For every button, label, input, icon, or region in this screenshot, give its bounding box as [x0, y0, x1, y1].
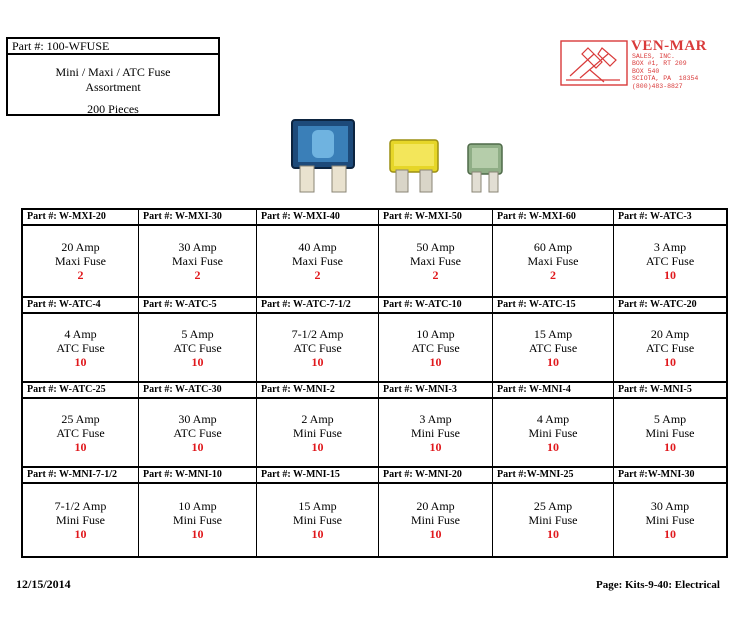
item-amperage: 20 Amp: [650, 326, 690, 341]
item-fuse-type: Mini Fuse: [645, 513, 695, 527]
fuse-item-cell: [614, 298, 726, 383]
item-fuse-type: Mini Fuse: [292, 513, 342, 527]
item-fuse-type: ATC Fuse: [411, 340, 460, 355]
item-fuse-type: ATC Fuse: [293, 340, 342, 355]
item-quantity: 10: [664, 354, 676, 369]
fuse-parts-grid: [21, 208, 728, 558]
item-part-number: Part #: W-MNI-10: [139, 468, 256, 484]
fuse-item-cell: [139, 210, 257, 298]
item-part-number: Part #: W-MNI-15: [257, 468, 378, 484]
assortment-title-line2: Assortment: [85, 80, 141, 94]
fuse-item-cell: [23, 468, 139, 556]
item-part-number: Part #: W-ATC-5: [139, 298, 256, 314]
item-fuse-type: Mini Fuse: [528, 513, 578, 527]
item-quantity: 2: [432, 268, 439, 282]
mini-fuse-image: [466, 142, 504, 194]
hammer-logo-icon: [560, 40, 628, 86]
item-part-number: Part #: W-MNI-4: [493, 383, 613, 399]
item-amperage: 7-1/2 Amp: [54, 499, 107, 513]
item-quantity: 2: [194, 268, 201, 282]
item-amperage: 40 Amp: [298, 240, 337, 254]
item-part-number: Part #:W-MNI-25: [493, 468, 613, 484]
item-part-number: Part #: W-MNI-5: [614, 383, 726, 399]
piece-count: 200 Pieces: [87, 102, 139, 116]
document-date: 12/15/2014: [16, 577, 71, 591]
item-part-number: Part #:W-MNI-30: [614, 468, 726, 484]
fuse-item-cell: [23, 210, 139, 298]
item-amperage: 30 Amp: [650, 499, 690, 513]
item-quantity: 2: [77, 268, 84, 282]
item-details: [23, 226, 138, 296]
item-part-number: Part #: W-MNI-2: [257, 383, 378, 399]
item-fuse-type: ATC Fuse: [56, 340, 105, 355]
item-part-number: Part #: W-ATC-7-1/2: [257, 298, 378, 314]
item-details: [379, 399, 492, 466]
item-amperage: 3 Amp: [419, 411, 452, 426]
item-details: [139, 399, 256, 466]
fuse-item-cell: [493, 383, 614, 468]
fuse-item-cell: [23, 298, 139, 383]
fuse-item-cell: [23, 383, 139, 468]
item-fuse-type: Mini Fuse: [172, 513, 222, 527]
item-part-number: Part #: W-ATC-20: [614, 298, 726, 314]
item-part-number: Part #: W-MNI-7-1/2: [23, 468, 138, 484]
item-amperage: 20 Amp: [416, 499, 455, 513]
item-fuse-type: ATC Fuse: [528, 340, 578, 355]
item-fuse-type: Mini Fuse: [528, 425, 578, 440]
fuse-item-cell: [257, 383, 379, 468]
item-part-number: Part #: W-ATC-30: [139, 383, 256, 399]
item-amperage: 25 Amp: [61, 411, 100, 426]
item-part-number: Part #: W-MNI-3: [379, 383, 492, 399]
item-quantity: 10: [664, 527, 676, 541]
item-amperage: 7-1/2 Amp: [291, 326, 344, 341]
item-quantity: 10: [664, 439, 676, 454]
item-details: [493, 399, 613, 466]
item-details: [493, 226, 613, 296]
fuse-item-cell: [614, 210, 726, 298]
assortment-title-line1: Mini / Maxi / ATC Fuse: [55, 65, 171, 79]
item-fuse-type: ATC Fuse: [645, 340, 695, 355]
item-fuse-type: Mini Fuse: [55, 513, 105, 527]
item-details: [139, 484, 256, 556]
item-quantity: 10: [191, 439, 204, 454]
fuse-item-cell: [379, 210, 493, 298]
item-quantity: 10: [74, 439, 87, 454]
fuse-item-cell: [493, 210, 614, 298]
item-quantity: 10: [547, 354, 559, 369]
item-part-number: Part #: W-ATC-15: [493, 298, 613, 314]
ven-mar-logo: [560, 38, 710, 88]
item-quantity: 10: [664, 268, 676, 282]
item-details: [23, 314, 138, 381]
item-details: [23, 484, 138, 556]
part-number: 100-WFUSE: [46, 39, 110, 53]
fuse-item-cell: [139, 298, 257, 383]
item-details: [257, 314, 378, 381]
item-amperage: 50 Amp: [416, 240, 455, 254]
item-quantity: 10: [547, 527, 559, 541]
item-fuse-type: Mini Fuse: [292, 425, 342, 440]
item-quantity: 2: [550, 268, 556, 282]
part-header-box: [6, 37, 220, 116]
item-quantity: 10: [191, 354, 204, 369]
item-amperage: 60 Amp: [533, 240, 573, 254]
item-quantity: 10: [311, 439, 324, 454]
item-fuse-type: Mini Fuse: [645, 425, 695, 440]
item-details: [493, 484, 613, 556]
item-part-number: Part #: W-MXI-30: [139, 210, 256, 226]
item-amperage: 30 Amp: [178, 411, 217, 426]
item-amperage: 5 Amp: [181, 326, 214, 341]
item-details: [257, 399, 378, 466]
fuse-item-cell: [139, 468, 257, 556]
item-amperage: 3 Amp: [653, 240, 687, 254]
item-fuse-type: Maxi Fuse: [527, 254, 579, 268]
item-part-number: Part #: W-ATC-25: [23, 383, 138, 399]
item-fuse-type: Mini Fuse: [410, 513, 460, 527]
assortment-description: [8, 55, 218, 117]
fuse-item-cell: [614, 468, 726, 556]
item-details: [614, 314, 726, 381]
atc-fuse-image: [388, 138, 440, 194]
item-fuse-type: Maxi Fuse: [172, 254, 223, 268]
item-amperage: 15 Amp: [533, 326, 573, 341]
item-fuse-type: Mini Fuse: [410, 425, 460, 440]
item-quantity: 2: [314, 268, 321, 282]
item-quantity: 10: [429, 354, 442, 369]
item-part-number: Part #: W-ATC-3: [614, 210, 726, 226]
item-part-number: Part #: W-MXI-40: [257, 210, 378, 226]
item-amperage: 4 Amp: [64, 326, 97, 341]
item-amperage: 5 Amp: [653, 411, 687, 426]
item-part-number: Part #: W-MXI-50: [379, 210, 492, 226]
item-details: [493, 314, 613, 381]
item-amperage: 30 Amp: [178, 240, 217, 254]
item-fuse-type: ATC Fuse: [173, 340, 222, 355]
item-details: [614, 484, 726, 556]
fuse-item-cell: [257, 210, 379, 298]
fuse-item-cell: [614, 383, 726, 468]
item-fuse-type: Maxi Fuse: [55, 254, 106, 268]
item-quantity: 10: [547, 439, 559, 454]
item-quantity: 10: [74, 354, 87, 369]
item-details: [379, 484, 492, 556]
item-quantity: 10: [429, 439, 442, 454]
item-fuse-type: ATC Fuse: [56, 425, 105, 440]
maxi-fuse-image: [290, 118, 356, 194]
item-fuse-type: ATC Fuse: [645, 254, 695, 268]
item-details: [139, 226, 256, 296]
part-label: Part #:: [12, 39, 44, 53]
item-quantity: 10: [191, 527, 204, 541]
item-details: [257, 484, 378, 556]
item-fuse-type: Maxi Fuse: [410, 254, 461, 268]
fuse-item-cell: [493, 298, 614, 383]
fuse-item-cell: [257, 468, 379, 556]
part-number-row: [8, 39, 218, 55]
item-amperage: 4 Amp: [536, 411, 570, 426]
fuse-item-cell: [493, 468, 614, 556]
item-quantity: 10: [311, 527, 324, 541]
item-details: [139, 314, 256, 381]
item-details: [614, 226, 726, 296]
item-details: [257, 226, 378, 296]
item-part-number: Part #: W-ATC-4: [23, 298, 138, 314]
item-part-number: Part #: W-MNI-20: [379, 468, 492, 484]
item-details: [379, 314, 492, 381]
item-amperage: 25 Amp: [533, 499, 573, 513]
fuse-item-cell: [379, 468, 493, 556]
item-part-number: Part #: W-MXI-60: [493, 210, 613, 226]
logo-address: SALES, INC. BOX #1, RT 209 BOX 540 SCIOTA, PA 18354 (800)483-8827: [632, 53, 699, 90]
item-amperage: 10 Amp: [178, 499, 217, 513]
item-details: [614, 399, 726, 466]
item-quantity: 10: [429, 527, 442, 541]
item-amperage: 10 Amp: [416, 326, 455, 341]
fuse-item-cell: [379, 383, 493, 468]
item-amperage: 20 Amp: [61, 240, 100, 254]
fuse-item-cell: [257, 298, 379, 383]
item-amperage: 2 Amp: [301, 411, 334, 426]
item-part-number: Part #: W-MXI-20: [23, 210, 138, 226]
item-quantity: 10: [74, 527, 87, 541]
logo-brand: VEN-MAR: [631, 38, 707, 54]
item-fuse-type: Maxi Fuse: [292, 254, 343, 268]
item-fuse-type: ATC Fuse: [173, 425, 222, 440]
item-amperage: 15 Amp: [298, 499, 337, 513]
item-details: [379, 226, 492, 296]
item-details: [23, 399, 138, 466]
item-part-number: Part #: W-ATC-10: [379, 298, 492, 314]
fuse-item-cell: [139, 383, 257, 468]
item-quantity: 10: [311, 354, 324, 369]
page-reference: Page: Kits-9-40: Electrical: [595, 579, 720, 591]
fuse-item-cell: [379, 298, 493, 383]
